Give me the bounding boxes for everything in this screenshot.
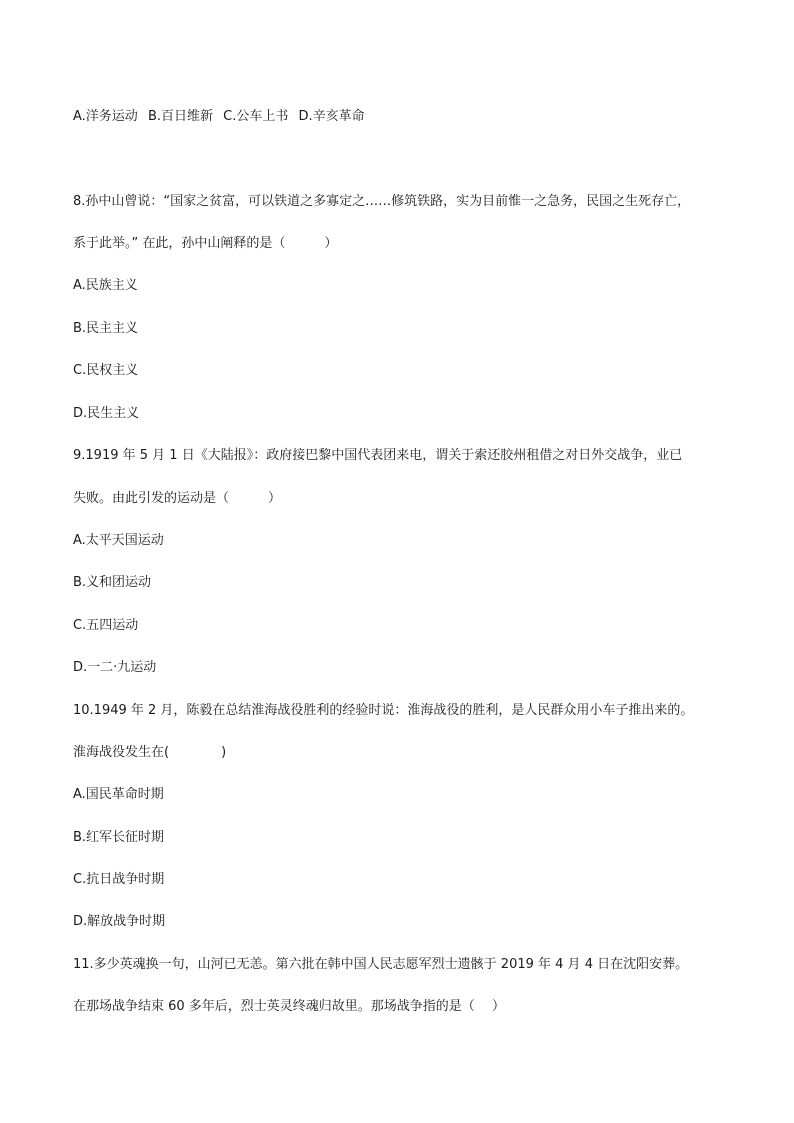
q10-option-b: B.红军长征时期: [73, 830, 165, 845]
q10-stem-line1: 10.1949 年 2 月，陈毅在总结淮海战役胜利的经验时说：淮海战役的胜利，是人民群众用小车子推出来的。: [73, 703, 694, 718]
q7-option-c: C.公车上书: [223, 109, 289, 124]
q10-option-a: A.国民革命时期: [73, 787, 164, 802]
q9-option-b: B.义和团运动: [73, 575, 152, 590]
q10-option-c: C.抗日战争时期: [73, 872, 165, 887]
q7-options: [73, 108, 733, 126]
q8-stem-line1: 8.孙中山曾说：“国家之贫富，可以铁道之多寡定之……修筑铁路，实为目前惟一之急务，民国之生死存亡，: [73, 194, 691, 209]
q10-option-d: D.解放战争时期: [73, 914, 166, 929]
q11-stem-line2: 在那场战争结束 60 多年后，烈士英灵终魂归故里。那场战争指的是（ ）: [73, 999, 505, 1014]
q7-option-d: D.辛亥革命: [298, 109, 365, 124]
q10-stem-line2: 淮海战役发生在( ): [73, 745, 227, 760]
q8-option-d: D.民生主义: [73, 406, 140, 421]
q7-option-b: B.百日维新: [147, 109, 214, 124]
q7-option-a: A.洋务运动: [73, 109, 138, 124]
q9-stem-line2: 失败。由此引发的运动是（ ）: [73, 491, 282, 506]
q8-option-a: A.民族主义: [73, 278, 138, 293]
q9-option-a: A.太平天国运动: [73, 533, 164, 548]
q11-stem-line1: 11.多少英魂换一句，山河已无恙。第六批在韩中国人民志愿军烈士遗骸于 2019 年 4 月 4 日在沈阳安葬。: [73, 957, 689, 972]
q9-option-d: D.一二·九运动: [73, 660, 157, 675]
q8-option-c: C.民权主义: [73, 363, 139, 378]
q9-option-c: C.五四运动: [73, 618, 139, 633]
q8-option-b: B.民主主义: [73, 321, 139, 336]
q8-stem-line2: 系于此举。” 在此，孙中山阐释的是（ ）: [73, 236, 338, 251]
q9-stem-line1: 9.1919 年 5 月 1 日《大陆报》：政府接巴黎中国代表团来电，谓关于索还胶州租借之对日外交战争，业已: [73, 448, 683, 463]
